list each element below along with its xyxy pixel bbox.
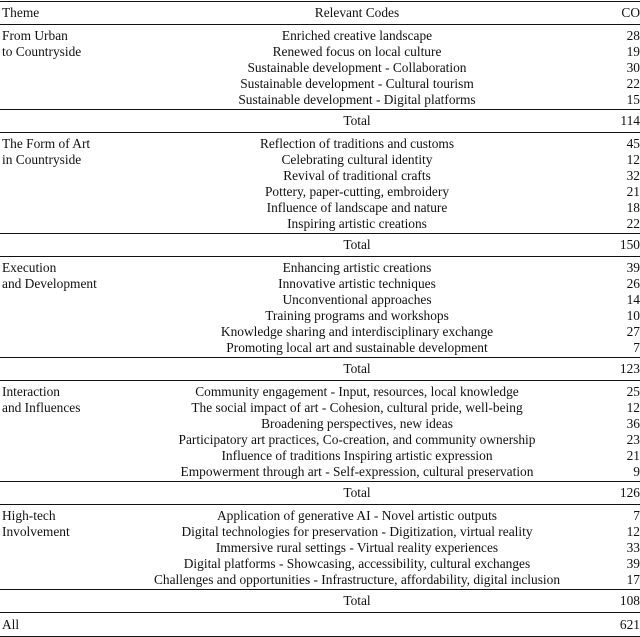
code-count: 15 xyxy=(626,92,640,107)
total-row xyxy=(0,358,640,380)
code-count: 32 xyxy=(626,168,640,183)
code-row xyxy=(102,540,640,556)
total-row xyxy=(0,110,640,132)
themes-codes-table xyxy=(0,1,640,637)
code-row xyxy=(102,136,640,152)
code-row xyxy=(102,464,640,480)
code-count: 18 xyxy=(626,200,640,215)
code-label: Unconventional approaches xyxy=(282,292,432,307)
code-row xyxy=(102,308,640,324)
code-label: Pottery, paper-cutting, embroidery xyxy=(264,184,450,199)
total-label: Total xyxy=(343,237,371,252)
code-count: 7 xyxy=(633,508,640,523)
code-label: Participatory art practices, Co-creation, and community ownership xyxy=(178,432,536,447)
code-row xyxy=(102,384,640,400)
code-label: Inspiring artistic creations xyxy=(287,216,427,231)
code-row xyxy=(102,44,640,60)
code-row xyxy=(102,184,640,200)
code-label: Enhancing artistic creations xyxy=(282,260,432,275)
header-theme: Theme xyxy=(2,5,40,20)
code-row xyxy=(102,152,640,168)
code-row xyxy=(102,200,640,216)
code-count: 45 xyxy=(626,136,640,151)
theme-name-line: Interaction xyxy=(2,384,60,399)
code-list xyxy=(102,136,640,232)
code-count: 36 xyxy=(626,416,640,431)
code-label: Knowledge sharing and interdisciplinary exchange xyxy=(220,324,494,339)
code-label: Reflection of traditions and customs xyxy=(259,136,455,151)
code-list xyxy=(102,260,640,356)
header-row xyxy=(0,2,640,24)
code-row xyxy=(102,448,640,464)
code-count: 23 xyxy=(626,432,640,447)
code-count: 21 xyxy=(626,448,640,463)
theme-name-line: and Influences xyxy=(2,400,81,415)
code-count: 12 xyxy=(626,524,640,539)
code-label: Challenges and opportunities - Infrastructure, affordability, digital inclusion xyxy=(153,572,561,587)
code-label: Broadening perspectives, new ideas xyxy=(261,416,453,431)
theme-group xyxy=(0,381,640,481)
code-row xyxy=(102,416,640,432)
code-row xyxy=(102,168,640,184)
theme-name-line: to Countryside xyxy=(2,44,82,59)
code-row xyxy=(102,556,640,572)
code-count: 22 xyxy=(626,76,640,91)
theme-group xyxy=(0,133,640,233)
theme-name-line: in Countryside xyxy=(2,152,82,167)
total-label: Total xyxy=(343,593,371,608)
theme-group xyxy=(0,25,640,109)
code-label: Revival of traditional crafts xyxy=(283,168,431,183)
theme-name-line: Involvement xyxy=(2,524,70,539)
code-row xyxy=(102,92,640,108)
code-list xyxy=(102,28,640,108)
code-row xyxy=(102,292,640,308)
code-row xyxy=(102,524,640,540)
code-label: Digital technologies for preservation - Digitization, virtual reality xyxy=(181,524,533,539)
code-row xyxy=(102,572,640,588)
code-count: 12 xyxy=(626,152,640,167)
all-co: 621 xyxy=(619,616,640,632)
code-label: Digital platforms - Showcasing, accessibility, cultural exchanges xyxy=(183,556,531,571)
code-row xyxy=(102,324,640,340)
code-row xyxy=(102,28,640,44)
code-count: 22 xyxy=(626,216,640,231)
code-count: 7 xyxy=(633,340,640,355)
code-count: 9 xyxy=(633,464,640,479)
code-label: Influence of landscape and nature xyxy=(266,200,448,215)
theme-name-line: From Urban xyxy=(2,28,68,43)
code-row xyxy=(102,60,640,76)
total-label: Total xyxy=(343,113,371,128)
code-label: Application of generative AI - Novel artistic outputs xyxy=(216,508,497,523)
total-label: Total xyxy=(343,485,371,500)
code-label: Renewed focus on local culture xyxy=(272,44,442,59)
code-label: Celebrating cultural identity xyxy=(281,152,433,167)
all-row xyxy=(0,613,640,636)
code-row xyxy=(102,508,640,524)
code-count: 21 xyxy=(626,184,640,199)
theme-name xyxy=(0,28,102,108)
total-row xyxy=(0,590,640,612)
total-row xyxy=(0,482,640,504)
total-count: 123 xyxy=(619,361,640,376)
code-label: Promoting local art and sustainable development xyxy=(226,340,488,355)
theme-name xyxy=(0,260,102,356)
code-label: Enriched creative landscape xyxy=(281,28,433,43)
total-count: 108 xyxy=(619,593,640,608)
code-count: 30 xyxy=(626,60,640,75)
code-row xyxy=(102,276,640,292)
code-row xyxy=(102,260,640,276)
groups xyxy=(0,25,640,613)
code-row xyxy=(102,216,640,232)
code-label: Innovative artistic techniques xyxy=(278,276,436,291)
code-count: 33 xyxy=(626,540,640,555)
code-count: 17 xyxy=(626,572,640,587)
code-count: 14 xyxy=(626,292,640,307)
code-row xyxy=(102,340,640,356)
code-label: Sustainable development - Digital platforms xyxy=(238,92,476,107)
total-row xyxy=(0,234,640,256)
theme-group xyxy=(0,505,640,589)
theme-name xyxy=(0,384,102,480)
theme-group xyxy=(0,257,640,357)
code-count: 25 xyxy=(626,384,640,399)
code-label: Sustainable development - Cultural tourism xyxy=(240,76,474,91)
code-count: 39 xyxy=(626,556,640,571)
code-count: 26 xyxy=(626,276,640,291)
code-label: Immersive rural settings - Virtual reality experiences xyxy=(215,540,499,555)
theme-name-line: The Form of Art xyxy=(2,136,91,151)
code-label: Community engagement - Input, resources, local knowledge xyxy=(195,384,519,399)
total-label: Total xyxy=(343,361,371,376)
theme-name-line: High-tech xyxy=(2,508,56,523)
theme-name-line: Execution xyxy=(2,260,57,275)
code-count: 10 xyxy=(626,308,640,323)
code-label: Training programs and workshops xyxy=(265,308,449,323)
total-count: 126 xyxy=(619,485,640,500)
header-co: CO xyxy=(621,5,640,20)
theme-name-line: and Development xyxy=(2,276,97,291)
code-count: 39 xyxy=(626,260,640,275)
all-label: All xyxy=(2,616,20,632)
header-codes: Relevant Codes xyxy=(314,5,400,20)
code-row xyxy=(102,400,640,416)
code-count: 12 xyxy=(626,400,640,415)
code-label: Influence of traditions Inspiring artistic expression xyxy=(221,448,493,463)
code-count: 19 xyxy=(626,44,640,59)
code-list xyxy=(102,384,640,480)
theme-name xyxy=(0,136,102,232)
theme-name xyxy=(0,508,102,588)
code-list xyxy=(102,508,640,588)
total-count: 114 xyxy=(620,113,640,128)
total-count: 150 xyxy=(619,237,640,252)
code-label: Empowerment through art - Self-expression, cultural preservation xyxy=(180,464,534,479)
code-label: The social impact of art - Cohesion, cultural pride, well-being xyxy=(191,400,523,415)
code-row xyxy=(102,76,640,92)
code-count: 27 xyxy=(626,324,640,339)
code-label: Sustainable development - Collaboration xyxy=(247,60,467,75)
code-count: 28 xyxy=(626,28,640,43)
code-row xyxy=(102,432,640,448)
